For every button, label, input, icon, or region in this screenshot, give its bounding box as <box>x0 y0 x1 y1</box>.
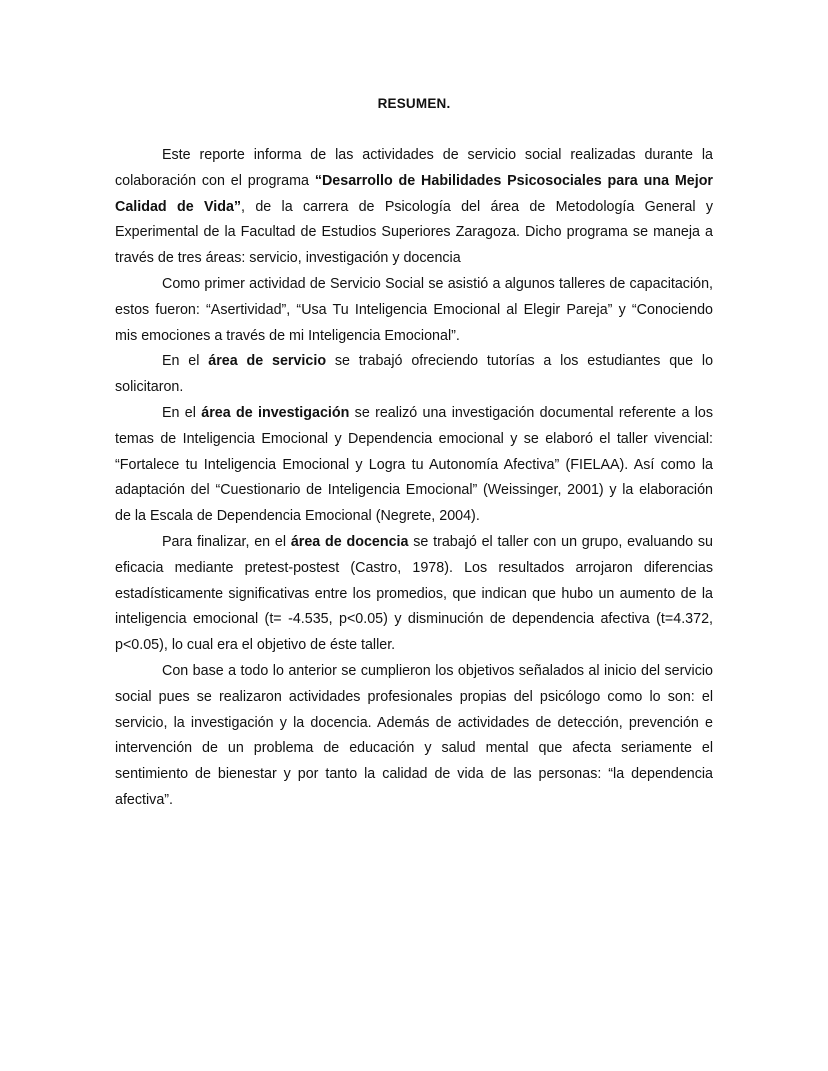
text-run: Como primer actividad de Servicio Social se asistió a algunos talleres de capacitación, estos fueron: “Asertividad”, “Usa Tu Inteligencia Emocional al Elegir Pareja” y “Conociendo mis emociones a través de mi Inteligencia Emocional”. <box>115 275 713 344</box>
paragraph-service-area <box>115 349 713 401</box>
document-body <box>115 143 713 814</box>
text-run: Este reporte informa de las actividades de servicio social realizadas durante la colaboración con el programa <box>115 147 713 189</box>
text-run: En el <box>162 404 202 421</box>
text-run: En el <box>162 353 209 370</box>
text-run: se trabajó el taller con un grupo, evaluando su eficacia mediante pretest-postest (Castro, 1978). Los resultados arrojaron diferencias estadísticamente significativas entre los promedios, que indican que hubo un aumento de la inteligencia emocional (t= -4.535, p<0.05) y disminución de dependencia afectiva (t=4.372, p<0.05), lo cual era el objetivo de éste taller. <box>115 533 713 654</box>
text-run: se realizó una investigación documental referente a los temas de Inteligencia Emocional y Dependencia emocional y se elaboró el taller vivencial: “Fortalece tu Inteligencia Emocional y Logra tu Autonomía Afectiva” (FIELAA). Así como la adaptación del “Cuestionario de Inteligencia Emocional” (Weissinger, 2001) y la elaboración de la Escala de Dependencia Emocional (Negrete, 2004). <box>115 404 713 525</box>
text-run: Para finalizar, en el <box>162 533 291 550</box>
document-title: RESUMEN. <box>377 96 451 111</box>
bold-text-run: área de investigación <box>201 404 350 421</box>
text-run: se trabajó ofreciendo tutorías a los estudiantes que lo solicitaron. <box>115 353 714 396</box>
bold-text-run: área de servicio <box>208 353 327 370</box>
bold-text-run: área de docencia <box>290 533 409 550</box>
paragraph-teaching-area <box>115 530 713 659</box>
paragraph-training <box>115 272 713 349</box>
text-run: Con base a todo lo anterior se cumplieron los objetivos señalados al inicio del servicio social pues se realizaron actividades profesionales propias del psicólogo como lo son: el servicio, la investigación y la docencia. Además de actividades de detección, prevención e intervención de un problema de educación y salud mental que afecta seriamente el sentimiento de bienestar y por tanto la calidad de vida de las personas: “la dependencia afectiva”. <box>115 662 713 808</box>
paragraph-intro <box>115 143 713 272</box>
paragraph-research-area <box>115 401 713 530</box>
paragraph-conclusion <box>115 659 713 814</box>
text-run: , de la carrera de Psicología del área de Metodología General y Experimental de la Facultad de Estudios Superiores Zaragoza. Dicho programa se maneja a través de tres áreas: servicio, investigación y docencia <box>115 198 713 267</box>
bold-text-run: “Desarrollo de Habilidades Psicosociales para una Mejor Calidad de Vida” <box>115 172 713 215</box>
